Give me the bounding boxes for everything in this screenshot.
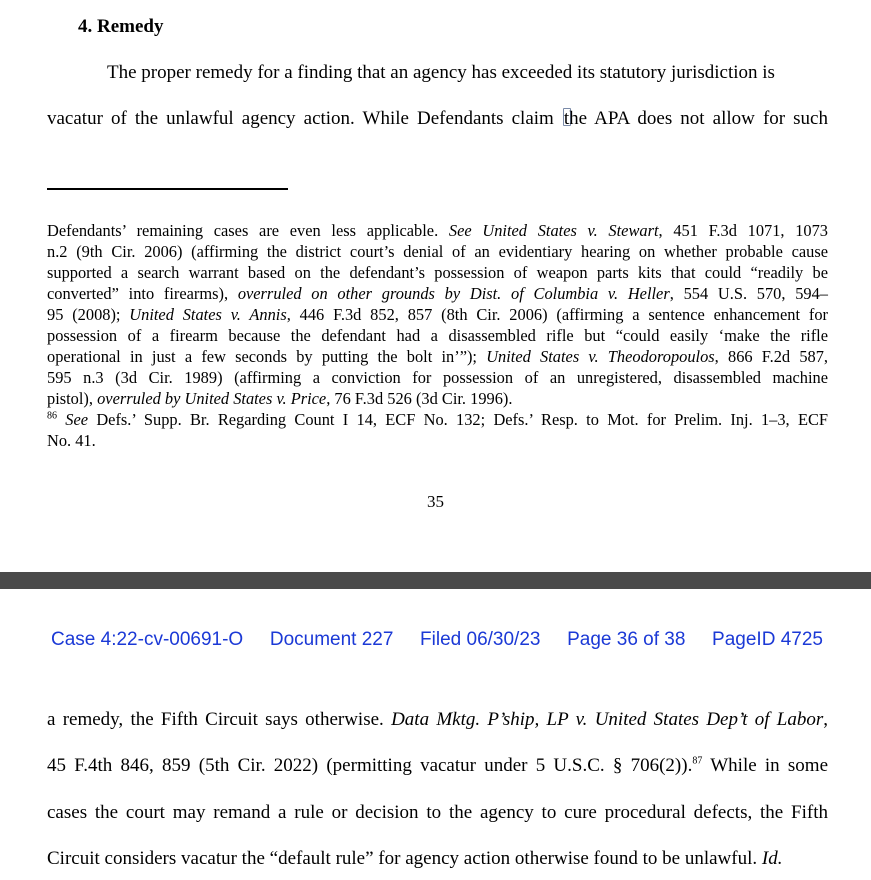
body-line: Circuit considers vacatur the “default rule” for agency action otherwise found to be unlawful. Id. — [47, 848, 783, 869]
footnote-line: No. 41. — [47, 431, 96, 450]
footnote-line: converted” into firearms), overruled on other grounds by Dist. of Columbia v. Heller, 554 U.S. 570, 594– — [47, 284, 829, 303]
footnote-line: n.2 (9th Cir. 2006) (affirming the district court’s denial of an evidentiary hearing on whether probable cause — [47, 242, 828, 261]
footnote-line: $^{86}$ See Defs.’ Supp. Br. Regarding Count I 14, ECF No. 132; Defs.’ Resp. to Mot. for Prelim. Inj. 1–3, ECF — [47, 410, 828, 429]
stamp-document: Document 227 — [269, 629, 394, 650]
stamp-pageid: PageID 4725 — [712, 629, 823, 650]
body-line: a remedy, the Fifth Circuit says otherwise. Data Mktg. P’ship, LP v. United States Dep’t of Labor, — [47, 709, 828, 730]
case-citation: overruled by United States v. Price — [97, 389, 327, 408]
section-heading: 4. Remedy — [78, 16, 164, 37]
footnote-line: possession of a firearm because the defendant had a disassembled rifle but “could easily ‘make the rifle — [47, 326, 828, 345]
body-line-2 — [47, 108, 828, 130]
case-citation: United States v. Annis — [129, 305, 287, 324]
case-citation: See United States v. Stewart — [448, 221, 659, 240]
footnote-separator — [47, 188, 288, 190]
case-citation: Data Mktg. P’ship, LP v. United States Dep’t of Labor — [391, 709, 824, 730]
stamp-case: Case 4:22-cv-00691-O — [51, 629, 244, 650]
footnote-line: Defendants’ remaining cases are even less applicable. See United States v. Stewart, 451 F.3d 1071, 1073 — [47, 221, 829, 240]
footnote-line: supported a search warrant based on the defendant’s possession of weapon parts kits that could “readily be — [47, 263, 828, 282]
body-line-2-a: vacatur of the unlawful agency action. While Defendants claim — [47, 108, 562, 129]
case-citation: Id. — [761, 848, 783, 869]
body-line-1: The proper remedy for a finding that an agency has exceeded its statutory jurisdiction is — [107, 62, 775, 83]
case-citation: See — [65, 410, 89, 429]
footnote-line: operational in just a few seconds by putting the bolt in’”); United States v. Theodoropoulos, 866 F.2d 587, — [47, 347, 829, 366]
stamp-page: Page 36 of 38 — [567, 629, 686, 650]
body-line: cases the court may remand a rule or decision to the agency to cure procedural defects, the Fifth — [47, 802, 828, 823]
page-number: 35 — [427, 492, 444, 511]
footnote-line: 595 n.3 (3d Cir. 1989) (affirming a conviction for possession of an unregistered, disassembled machine — [47, 368, 828, 387]
footnote-line: 95 (2008); United States v. Annis, 446 F.3d 852, 857 (8th Cir. 2006) (affirming a sentence enhancement for — [47, 305, 828, 324]
case-citation: United States v. Theodoropoulos — [486, 347, 715, 366]
body-line-2-b: the APA does not allow for such — [563, 108, 828, 129]
case-citation: overruled on other grounds by Dist. of Columbia v. Heller — [237, 284, 670, 303]
footnote-number: 87 — [692, 755, 703, 767]
footnote-line: pistol), overruled by United States v. Price, 76 F.3d 526 (3d Cir. 1996). — [47, 389, 513, 408]
page-36 — [0, 589, 871, 880]
ecf-header-stamp — [51, 629, 823, 651]
stamp-filed: Filed 06/30/23 — [420, 629, 541, 650]
page-separator — [0, 572, 871, 589]
footnote-number: 86 — [47, 410, 57, 422]
body-line: 45 F.4th 846, 859 (5th Cir. 2022) (permitting vacatur under 5 U.S.C. § 706(2)).$^{87}$ While in some — [47, 755, 829, 776]
